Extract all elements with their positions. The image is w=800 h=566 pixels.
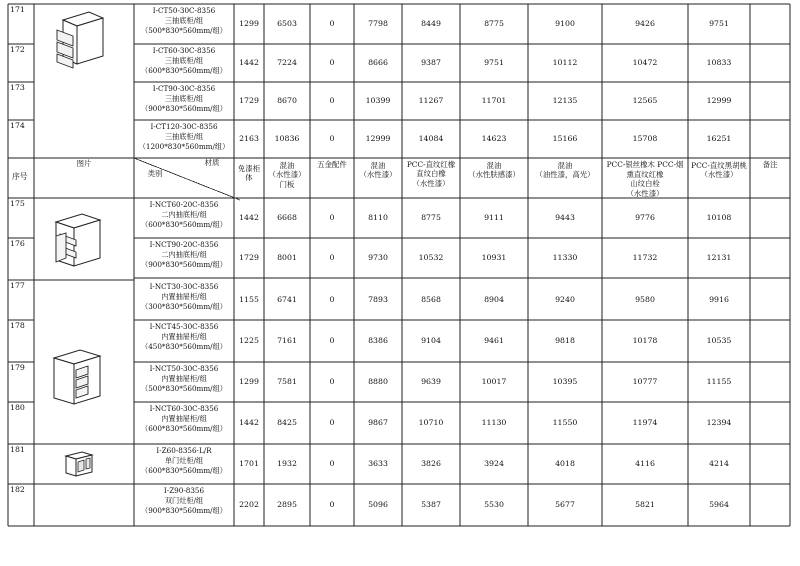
price-cell: 8670 (277, 96, 297, 105)
price-cell: 11130 (481, 418, 507, 427)
model-code: I-CT60-30C-8356 (152, 46, 216, 55)
price-cell: 11701 (481, 96, 507, 105)
price-cell: 2163 (239, 134, 259, 143)
model-desc: 内置抽屉柜/组 (161, 414, 207, 423)
model-cell (134, 120, 234, 154)
price-cell: 9443 (555, 213, 575, 222)
price-cell: 10931 (481, 253, 507, 262)
price-cell: 0 (329, 336, 335, 345)
price-cell: 0 (329, 500, 335, 509)
price-cell: 9751 (484, 58, 504, 67)
row-index: 174 (10, 121, 25, 130)
model-cell (134, 444, 234, 478)
model-desc: 三抽底柜/组 (164, 94, 204, 103)
price-cell: 10777 (632, 377, 658, 386)
model-cell (134, 82, 234, 116)
model-desc: 二内抽底柜/组 (161, 250, 207, 259)
model-desc: 内置抽屉柜/组 (161, 332, 207, 341)
model-size: （600*830*560mm/组） (141, 66, 227, 75)
model-size: （450*830*560mm/组） (141, 342, 227, 351)
price-cell: 12131 (706, 253, 732, 262)
price-cell: 9818 (555, 336, 575, 345)
row-index: 173 (10, 83, 25, 92)
price-cell: 0 (329, 377, 335, 386)
header-door-lacquer: 混油 （水性漆） 门板 (268, 160, 306, 189)
model-size: （900*830*560mm/组） (141, 260, 227, 269)
three-drawer-cabinet-image (55, 8, 107, 70)
price-cell: 9100 (555, 19, 575, 28)
price-cell: 2202 (239, 500, 259, 509)
price-cell: 1442 (239, 418, 259, 427)
price-cell: 12394 (706, 418, 732, 427)
row-index: 178 (10, 321, 25, 330)
model-cell (134, 280, 234, 314)
price-cell: 0 (329, 134, 335, 143)
price-cell: 6741 (277, 295, 297, 304)
price-cell: 10535 (706, 336, 732, 345)
price-cell: 11974 (632, 418, 658, 427)
model-cell (134, 238, 234, 272)
price-cell: 11267 (418, 96, 444, 105)
price-cell: 3826 (421, 459, 441, 468)
header-pcc-silver: PCC-银丝橡木 PCC-烟 熏直纹红橡 山纹白栓 （水性漆） (606, 160, 684, 198)
price-cell: 10836 (274, 134, 300, 143)
row-index: 172 (10, 45, 25, 54)
header-hardware: 五金配件 (317, 160, 347, 170)
price-cell: 1155 (239, 295, 259, 304)
price-cell: 7798 (368, 19, 388, 28)
price-cell: 0 (329, 253, 335, 262)
model-desc: 双门灶柜/组 (164, 496, 204, 505)
price-cell: 5096 (368, 500, 388, 509)
price-cell: 3633 (368, 459, 388, 468)
model-desc: 单门灶柜/组 (164, 456, 204, 465)
price-cell: 14084 (418, 134, 444, 143)
price-cell: 10112 (552, 58, 578, 67)
price-cell: 8386 (368, 336, 388, 345)
price-cell: 8568 (421, 295, 441, 304)
header-pcc-oak: PCC-直纹红橡 直纹白橡 （水性漆） (406, 159, 456, 188)
model-desc: 内置抽屉柜/组 (161, 374, 207, 383)
model-desc: 三抽底柜/组 (164, 132, 204, 141)
price-cell: 9111 (484, 213, 504, 222)
price-cell: 11155 (706, 377, 732, 386)
price-cell: 12999 (706, 96, 732, 105)
price-cell: 9751 (709, 19, 729, 28)
row-index: 177 (10, 281, 25, 290)
model-code: I-NCT90-20C-8356 (149, 240, 219, 249)
price-cell: 5530 (484, 500, 504, 509)
price-cell: 1932 (277, 459, 297, 468)
stove-cabinet-single-door-image (62, 450, 96, 478)
price-cell: 1299 (239, 377, 259, 386)
price-cell: 8425 (277, 418, 297, 427)
price-cell: 9387 (421, 58, 441, 67)
header-pcc-walnut: PCC-直纹黑胡桃 （水性漆） (691, 160, 747, 179)
price-cell: 10833 (706, 58, 732, 67)
price-cell: 2895 (277, 500, 297, 509)
price-cell: 0 (329, 459, 335, 468)
price-cell: 12999 (365, 134, 391, 143)
price-cell: 5677 (555, 500, 575, 509)
price-cell: 9639 (421, 377, 441, 386)
model-code: I-CT120-30C-8356 (150, 122, 218, 131)
price-cell: 7893 (368, 295, 388, 304)
price-cell: 8110 (368, 213, 388, 222)
model-desc: 二内抽底柜/组 (161, 210, 207, 219)
price-cell: 9776 (635, 213, 655, 222)
row-index: 182 (10, 485, 25, 494)
two-inner-drawer-cabinet-image (52, 212, 104, 270)
price-cell: 0 (329, 213, 335, 222)
price-cell: 6503 (277, 19, 297, 28)
model-size: （900*830*560mm/组） (141, 104, 227, 113)
model-desc: 三抽底柜/组 (164, 56, 204, 65)
price-cell: 9867 (368, 418, 388, 427)
price-cell: 3924 (484, 459, 504, 468)
price-cell: 5387 (421, 500, 441, 509)
model-code: I-NCT60-20C-8356 (149, 200, 219, 209)
model-size: （600*830*560mm/组） (141, 424, 227, 433)
price-cell: 8001 (277, 253, 297, 262)
model-size: （600*830*560mm/组） (141, 220, 227, 229)
price-cell: 8904 (484, 295, 504, 304)
model-code: I-NCT50-30C-8356 (149, 364, 219, 373)
row-index: 175 (10, 199, 25, 208)
price-cell: 11330 (552, 253, 578, 262)
header-base: 免漆柜 体 (237, 163, 261, 182)
model-cell (134, 320, 234, 354)
model-cell (134, 402, 234, 436)
model-size: （300*830*560mm/组） (141, 302, 227, 311)
model-code: I-Z60-8356-L/R (156, 446, 212, 455)
row-index: 171 (10, 5, 25, 14)
inner-drawer-cabinet-image (48, 348, 106, 408)
price-cell: 10108 (706, 213, 732, 222)
price-cell: 9104 (421, 336, 441, 345)
model-cell (134, 484, 234, 518)
header-remark: 备注 (762, 160, 778, 170)
price-cell: 9730 (368, 253, 388, 262)
price-cell: 7581 (277, 377, 297, 386)
price-cell: 15708 (632, 134, 658, 143)
price-cell: 0 (329, 96, 335, 105)
price-cell: 8449 (421, 19, 441, 28)
price-cell: 8666 (368, 58, 388, 67)
price-cell: 8775 (484, 19, 504, 28)
price-cell: 10178 (632, 336, 658, 345)
model-code: I-NCT60-30C-8356 (149, 404, 219, 413)
price-cell: 9916 (709, 295, 729, 304)
price-cell: 0 (329, 58, 335, 67)
price-cell: 1299 (239, 19, 259, 28)
model-code: I-NCT45-30C-8356 (149, 322, 219, 331)
header-lacquer-water: 混油 （水性漆） (359, 160, 397, 179)
price-cell: 12565 (632, 96, 658, 105)
price-cell: 10710 (418, 418, 444, 427)
price-cell: 6668 (277, 213, 297, 222)
price-cell: 1701 (239, 459, 259, 468)
price-cell: 14623 (481, 134, 507, 143)
price-cell: 0 (329, 19, 335, 28)
price-cell: 15166 (552, 134, 578, 143)
price-cell: 7224 (277, 58, 297, 67)
price-cell: 10472 (632, 58, 658, 67)
row-index: 180 (10, 403, 25, 412)
header-skin-feel: 混油 （水性肤感漆） (468, 160, 520, 179)
price-cell: 9240 (555, 295, 575, 304)
model-cell (134, 4, 234, 38)
price-cell: 8775 (421, 213, 441, 222)
price-cell: 1442 (239, 58, 259, 67)
price-cell: 1225 (239, 336, 259, 345)
model-code: I-NCT30-30C-8356 (149, 282, 219, 291)
price-cell: 10017 (481, 377, 507, 386)
price-cell: 5821 (635, 500, 655, 509)
price-cell: 11732 (632, 253, 658, 262)
header-material: 材质 (204, 158, 220, 168)
row-index: 181 (10, 445, 25, 454)
model-cell (134, 362, 234, 396)
price-cell: 1729 (239, 253, 259, 262)
model-cell (134, 198, 234, 232)
price-cell: 9461 (484, 336, 504, 345)
model-code: I-CT90-30C-8356 (152, 84, 216, 93)
price-cell: 9426 (635, 19, 655, 28)
price-cell: 10532 (418, 253, 444, 262)
price-cell: 0 (329, 418, 335, 427)
header-high-gloss: 混油 （油性漆，高光） (535, 160, 595, 179)
row-index: 176 (10, 239, 25, 248)
model-size: （600*830*560mm/组） (141, 466, 227, 475)
price-cell: 12135 (552, 96, 578, 105)
price-cell: 9580 (635, 295, 655, 304)
price-cell: 4116 (635, 459, 655, 468)
model-size: （1200*830*560mm/组） (138, 142, 230, 151)
price-cell: 8880 (368, 377, 388, 386)
header-image: 图片 (76, 159, 92, 169)
price-cell: 1729 (239, 96, 259, 105)
model-code: I-Z90-8356 (163, 486, 205, 495)
price-cell: 1442 (239, 213, 259, 222)
price-cell: 5964 (709, 500, 729, 509)
model-desc: 内置抽屉柜/组 (161, 292, 207, 301)
model-desc: 三抽底柜/组 (164, 16, 204, 25)
model-cell (134, 44, 234, 78)
model-size: （500*830*560mm/组） (141, 384, 227, 393)
price-cell: 11550 (552, 418, 578, 427)
price-cell: 4214 (709, 459, 729, 468)
header-seq: 序号 (12, 172, 28, 182)
row-index: 179 (10, 363, 25, 372)
header-category: 类别 (147, 169, 163, 179)
price-cell: 16251 (706, 134, 732, 143)
model-code: I-CT50-30C-8356 (152, 6, 216, 15)
price-cell: 4018 (555, 459, 575, 468)
model-size: （500*830*560mm/组） (141, 26, 227, 35)
price-cell: 10399 (365, 96, 391, 105)
price-cell: 7161 (277, 336, 297, 345)
model-size: （900*830*560mm/组） (141, 506, 227, 515)
price-cell: 10395 (552, 377, 578, 386)
price-cell: 0 (329, 295, 335, 304)
